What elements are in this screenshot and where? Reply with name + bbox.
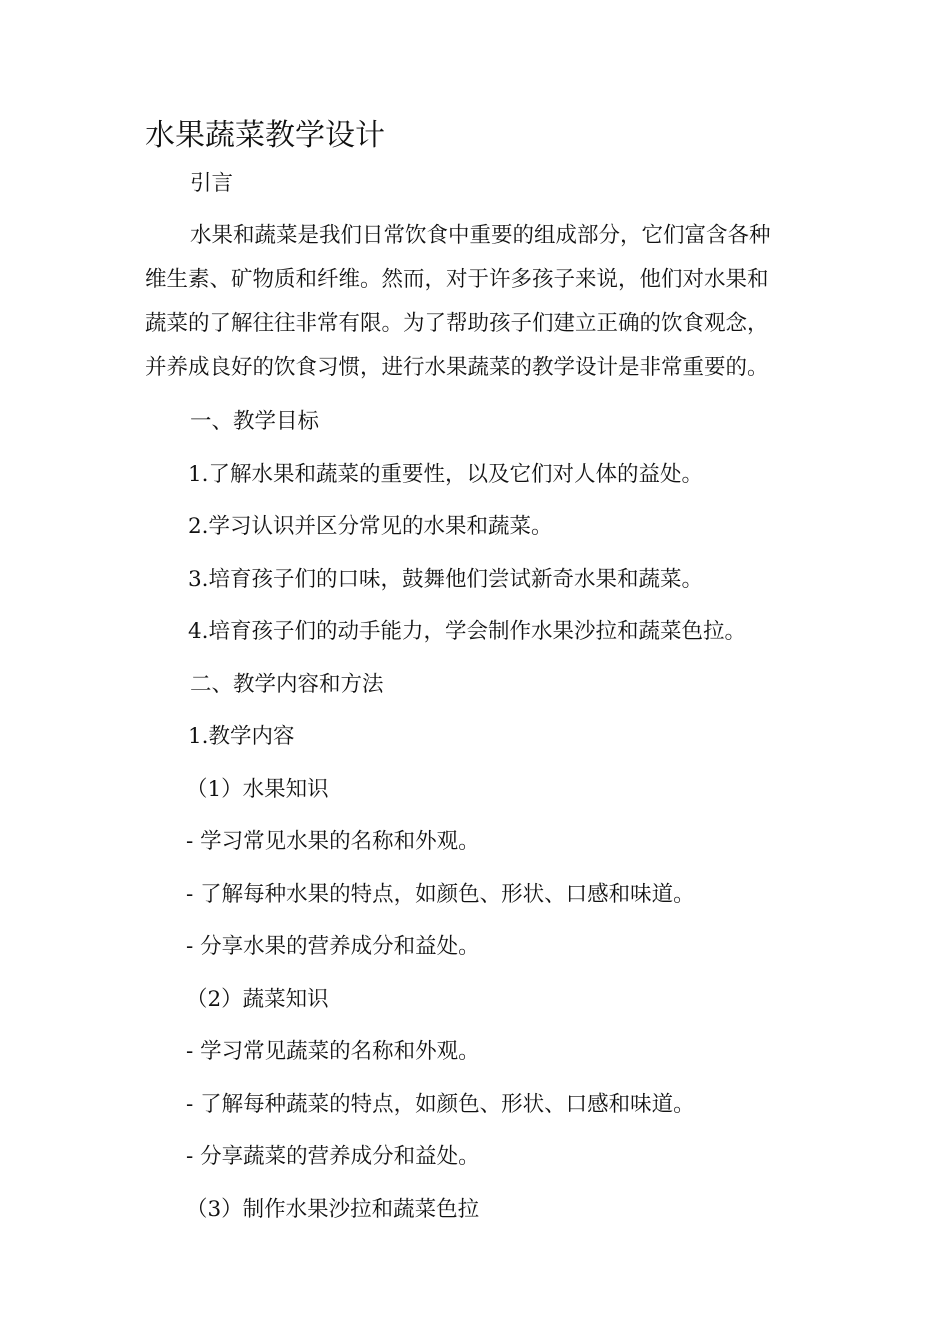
fruit-knowledge-heading: （1）水果知识 (186, 777, 329, 802)
objective-item: 3.培育孩子们的口味，鼓舞他们尝试新奇水果和蔬菜。 (188, 567, 704, 592)
section2-heading: 二、教学内容和方法 (190, 672, 384, 697)
document-title: 水果蔬菜教学设计 (145, 118, 385, 153)
fruit-item: - 了解每种水果的特点，如颜色、形状、口感和味道。 (186, 882, 695, 907)
vegetable-item: - 学习常见蔬菜的名称和外观。 (186, 1039, 480, 1064)
intro-line: 蔬菜的了解往往非常有限。为了帮助孩子们建立正确的饮食观念， (145, 311, 769, 336)
intro-line: 并养成良好的饮食习惯，进行水果蔬菜的教学设计是非常重要的。 (145, 355, 769, 380)
vegetable-item: - 分享蔬菜的营养成分和益处。 (186, 1144, 480, 1169)
fruit-item: - 分享水果的营养成分和益处。 (186, 934, 480, 959)
content-subheading: 1.教学内容 (188, 724, 295, 749)
salad-heading: （3）制作水果沙拉和蔬菜色拉 (186, 1197, 480, 1222)
vegetable-knowledge-heading: （2）蔬菜知识 (186, 987, 329, 1012)
fruit-item: - 学习常见水果的名称和外观。 (186, 829, 480, 854)
intro-heading: 引言 (190, 171, 234, 196)
vegetable-item: - 了解每种蔬菜的特点，如颜色、形状、口感和味道。 (186, 1092, 695, 1117)
objective-item: 2.学习认识并区分常见的水果和蔬菜。 (188, 514, 553, 539)
section1-heading: 一、教学目标 (190, 409, 320, 434)
objective-item: 1.了解水果和蔬菜的重要性，以及它们对人体的益处。 (188, 462, 704, 487)
intro-line: 维生素、矿物质和纤维。然而，对于许多孩子来说，他们对水果和 (145, 267, 769, 292)
intro-line: 水果和蔬菜是我们日常饮食中重要的组成部分，它们富含各种 (190, 223, 771, 248)
intro-paragraph (145, 221, 805, 397)
objective-item: 4.培育孩子们的动手能力，学会制作水果沙拉和蔬菜色拉。 (188, 619, 747, 644)
